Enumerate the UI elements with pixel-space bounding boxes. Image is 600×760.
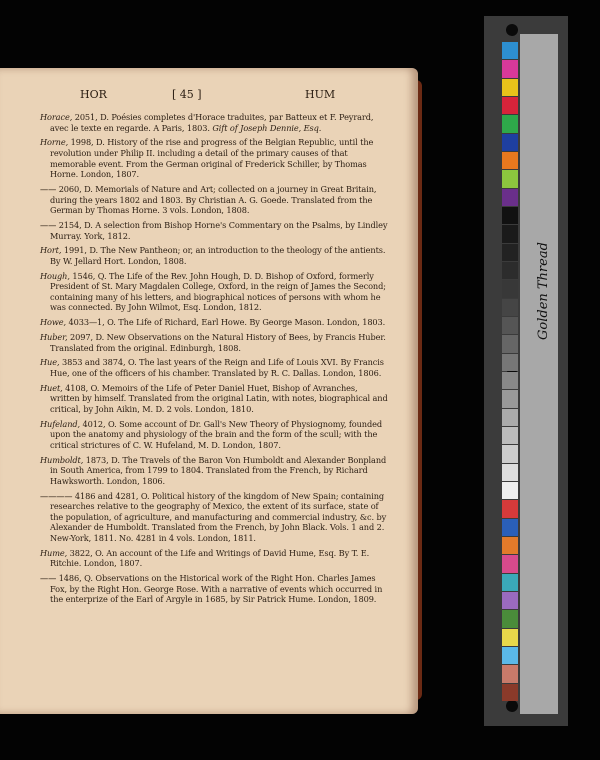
catalog-entry bbox=[40, 491, 388, 544]
entry-author: Horace, bbox=[40, 112, 73, 122]
catalog-entry bbox=[40, 245, 388, 266]
color-swatch bbox=[502, 79, 518, 96]
entry-author: Hort, bbox=[40, 245, 62, 256]
entry-text: 4033—1, O. The Life of Richard, Earl Howe. By George Mason. London, 1803. bbox=[66, 317, 386, 328]
page-number: [ 45 ] bbox=[172, 88, 202, 101]
color-swatch bbox=[502, 555, 518, 572]
catalog-entry bbox=[40, 137, 388, 179]
color-swatch bbox=[502, 592, 518, 609]
catalog-entry bbox=[40, 271, 388, 313]
catalog-entry bbox=[40, 548, 388, 569]
entry-author: —— bbox=[40, 183, 57, 194]
color-swatch bbox=[502, 60, 518, 77]
color-swatch bbox=[502, 317, 518, 334]
entry-author: Howe, bbox=[40, 317, 67, 328]
catalog-entry bbox=[40, 357, 388, 378]
entry-text: 1873, D. The Travels of the Baron Von Humboldt and Alexander Bonpland in South America, from 1799 to 1804. Translated from the French, by Richard Hawksworth. London, 1806. bbox=[50, 454, 387, 486]
color-swatch bbox=[502, 262, 518, 279]
color-swatch bbox=[502, 464, 518, 481]
entry-author: Huber, bbox=[40, 332, 68, 342]
header-left: HOR bbox=[80, 88, 107, 101]
entry-text: 2097, D. New Observations on the Natural History of Bees, by Francis Huber. Translated from the original. Edinburgh, 1808. bbox=[50, 332, 386, 353]
entry-author: Huet, bbox=[40, 382, 63, 393]
entry-text: 4012, O. Some account of Dr. Gall's New Theory of Physiognomy, founded upon the anatomy and physiology of the brain and the form of the scull; with the critical strictures of C. W. Hufeland, M. D. London, 1807. bbox=[50, 418, 382, 450]
entry-text: 1998, D. History of the rise and progress of the Belgian Republic, until the revolution under Philip II. including a detail of the primary causes of that memorable event. From the German original of Frederick Schiller, by Thomas Horne. London, 1807. bbox=[50, 137, 374, 180]
entry-text: 3822, O. An account of the Life and Writings of David Hume, Esq. By T. E. Ritchie. London, 1807. bbox=[50, 547, 370, 569]
entry-text: 1486, Q. Observations on the Historical work of the Right Hon. Charles James Fox, by the Right Hon. George Rose. With a narrative of events which occurred in the enterprize of the Earl of Argyle in 1685, by Sir Patrick Hume. London, 1809. bbox=[50, 573, 383, 605]
entry-text: 4108, O. Memoirs of the Life of Peter Daniel Huet, Bishop of Avranches, written by himself. Translated from the original Latin, with notes, biographical and critical, by John Aikin, M. D. 2 vols. London, 1810. bbox=[50, 382, 388, 414]
color-swatch bbox=[502, 537, 518, 554]
color-swatch bbox=[502, 244, 518, 261]
catalog-entry bbox=[40, 383, 388, 415]
catalog-entry bbox=[40, 220, 388, 241]
entry-text: 3853 and 3874, O. The last years of the Reign and Life of Louis XVI. By Francis Hue, one of the officers of his chamber. Translated by R. C. Dallas. London, 1806. bbox=[50, 357, 384, 378]
color-swatch bbox=[502, 519, 518, 536]
color-swatch bbox=[502, 482, 518, 499]
entry-author: Horne, bbox=[40, 137, 69, 148]
entry-text: 1546, Q. The Life of the Rev. John Hough, D. D. Bishop of Oxford, formerly President of St. Mary Magdalen College, Oxford, in the reign of James the Second; containing many of his letters, and biographical notices of persons with whom he was connected. By John Wilmot, Esq. London, 1812. bbox=[50, 270, 386, 313]
color-swatch bbox=[502, 299, 518, 316]
entry-author: Hufeland, bbox=[40, 418, 81, 429]
color-swatch bbox=[502, 574, 518, 591]
color-swatch bbox=[502, 629, 518, 646]
color-swatch bbox=[502, 207, 518, 224]
catalog-entry bbox=[40, 455, 388, 487]
entry-text: 2060, D. Memorials of Nature and Art; collected on a journey in Great Britain, during the years 1802 and 1803. By Christian A. G. Goede. Translated from the German by Thomas Horne. 3 vols. London, 1808. bbox=[50, 183, 377, 216]
catalog-entry bbox=[40, 184, 388, 216]
entry-author: Hue, bbox=[40, 357, 60, 368]
target-hole-icon bbox=[506, 700, 518, 712]
color-swatch bbox=[502, 152, 518, 169]
entry-author: ———— bbox=[40, 490, 73, 501]
color-swatch bbox=[502, 665, 518, 682]
catalog-entry bbox=[40, 419, 388, 451]
grey-scale-strip bbox=[520, 34, 558, 714]
catalog-entry bbox=[40, 317, 388, 328]
header-right: HUM bbox=[305, 88, 336, 101]
entry-author: Hume, bbox=[40, 547, 68, 558]
color-swatch bbox=[502, 390, 518, 407]
entry-text: 2051, D. Poésies completes d'Horace traduites, par Batteux et F. Peyrard, avec le texte en regarde. A Paris, 1803. bbox=[50, 112, 374, 133]
color-swatch bbox=[502, 115, 518, 132]
entry-author: Humboldt, bbox=[40, 454, 84, 465]
color-swatch bbox=[502, 610, 518, 627]
entry-text: 1991, D. The New Pantheon; or, an introduction to the theology of the antients. By W. Jellard Hort. London, 1808. bbox=[50, 245, 386, 266]
color-swatch bbox=[502, 335, 518, 352]
color-swatch bbox=[502, 170, 518, 187]
color-swatch bbox=[502, 225, 518, 242]
target-brand: Golden Thread bbox=[536, 242, 551, 340]
catalog-entry bbox=[40, 332, 388, 353]
entry-author: —— bbox=[40, 219, 57, 230]
color-swatch bbox=[502, 280, 518, 297]
color-swatch bbox=[502, 427, 518, 444]
color-swatch bbox=[502, 354, 518, 371]
color-swatch bbox=[502, 684, 518, 701]
catalog-entry bbox=[40, 573, 388, 605]
entry-text: 2154, D. A selection from Bishop Horne's Commentary on the Psalms, by Lindley Murray. York, 1812. bbox=[50, 219, 388, 241]
target-hole-icon bbox=[506, 24, 518, 36]
entry-author: Hough, bbox=[40, 270, 70, 281]
color-swatch bbox=[502, 42, 518, 59]
color-swatch bbox=[502, 134, 518, 151]
catalog-entry bbox=[40, 112, 388, 133]
color-swatch bbox=[502, 500, 518, 517]
color-swatch bbox=[502, 647, 518, 664]
entry-author: —— bbox=[40, 573, 57, 584]
color-swatch bbox=[502, 97, 518, 114]
color-swatch bbox=[502, 445, 518, 462]
color-swatch bbox=[502, 372, 518, 389]
color-swatch bbox=[502, 409, 518, 426]
catalog-entries bbox=[40, 112, 388, 609]
book-page bbox=[0, 68, 418, 714]
entry-text: 4186 and 4281, O. Political history of the kingdom of New Spain; containing researches relative to the geography of Mexico, the extent of its surface, state of the population, of agriculture, and manufacturing and commercial industry, &c. by Alexander de Humboldt. Translated from the French, by John Black. Vols. 1 and 2. New-York, 1811. No. 4281 in 4 vols. London, 1811. bbox=[50, 490, 387, 544]
entry-gift-note: Gift of Joseph Dennie, Esq. bbox=[209, 122, 322, 133]
color-swatch bbox=[502, 189, 518, 206]
